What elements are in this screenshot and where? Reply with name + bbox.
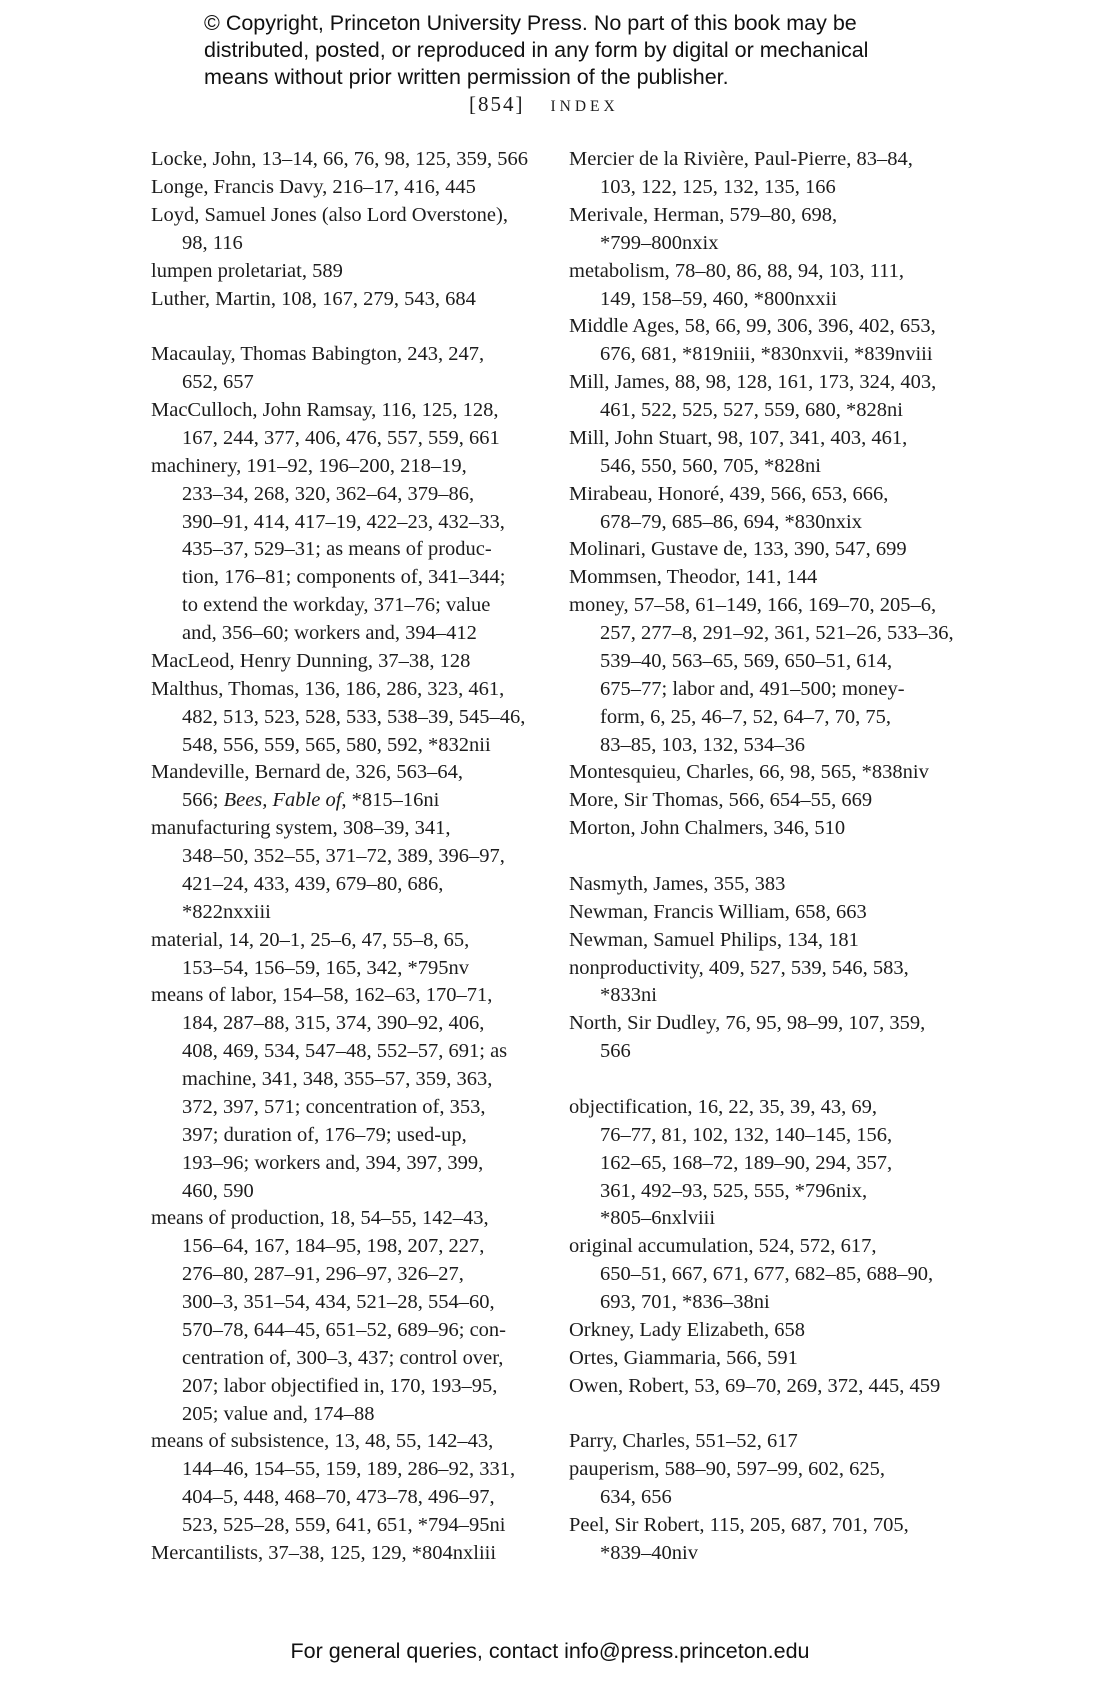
footer-contact: For general queries, contact info@press.princeton.edu <box>290 1639 810 1663</box>
index-entry-continuation: 460, 590 <box>182 1179 254 1202</box>
letter-group <box>569 1094 954 1401</box>
index-entry-headline: Mercier de la Rivière, Paul-Pierre, 83–84, <box>569 148 913 171</box>
index-entry-continuation: 76–77, 81, 102, 132, 140–145, 156, <box>600 1123 893 1146</box>
entry-text: , *815–16ni <box>341 789 440 812</box>
index-entry <box>569 1512 954 1568</box>
index-entry-continuation: 149, 158–59, 460, *800nxxii <box>600 287 837 310</box>
index-entry-headline: Loyd, Samuel Jones (also Lord Overstone), <box>151 203 508 226</box>
index-entry-headline: Mirabeau, Honoré, 439, 566, 653, 666, <box>569 482 889 505</box>
index-entry-continuation: 205; value and, 174–88 <box>182 1402 375 1425</box>
letter-group <box>151 341 528 1568</box>
index-entry-continuation: 678–79, 685–86, 694, *830nxix <box>600 510 862 533</box>
index-entry-continuation: 404–5, 448, 468–70, 473–78, 496–97, <box>182 1486 495 1509</box>
index-entry <box>569 1317 954 1345</box>
index-entry-headline: Ortes, Giammaria, 566, 591 <box>569 1346 798 1369</box>
index-entry-continuation: 167, 244, 377, 406, 476, 557, 559, 661 <box>182 426 500 449</box>
index-entry-headline: Middle Ages, 58, 66, 99, 306, 396, 402, 653, <box>569 315 936 338</box>
index-entry <box>151 146 528 174</box>
index-entry <box>151 1540 528 1568</box>
index-entry-headline: Peel, Sir Robert, 115, 205, 687, 701, 705, <box>569 1514 909 1537</box>
index-column-right <box>569 146 954 1568</box>
index-entry <box>569 564 954 592</box>
index-entry-headline: Mercantilists, 37–38, 125, 129, *804nxliii <box>151 1541 497 1564</box>
index-entry-headline: pauperism, 588–90, 597–99, 602, 625, <box>569 1458 886 1481</box>
index-entry-headline: More, Sir Thomas, 566, 654–55, 669 <box>569 789 873 812</box>
index-entry-continuation: 144–46, 154–55, 159, 189, 286–92, 331, <box>182 1458 516 1481</box>
index-entry-headline: Mill, James, 88, 98, 128, 161, 173, 324, 403, <box>569 371 937 394</box>
index-entry <box>569 425 954 481</box>
index-entry-headline: Morton, John Chalmers, 346, 510 <box>569 817 846 840</box>
letter-group <box>569 146 954 843</box>
index-entry-continuation: machine, 341, 348, 355–57, 359, 363, <box>182 1068 493 1091</box>
index-entry-headline: Merivale, Herman, 579–80, 698, <box>569 203 838 226</box>
index-entry <box>151 676 528 760</box>
index-entry <box>151 258 528 286</box>
index-entry-headline: MacLeod, Henry Dunning, 37–38, 128 <box>151 649 471 672</box>
index-entry <box>569 202 954 258</box>
index-entry-continuation: 397; duration of, 176–79; used-up, <box>182 1123 467 1146</box>
index-entry <box>569 481 954 537</box>
letter-group <box>569 871 954 1066</box>
running-head <box>469 90 619 118</box>
index-entry-continuation: tion, 176–81; components of, 341–344; <box>182 566 506 589</box>
letter-group <box>569 1428 954 1567</box>
index-entry-continuation: 162–65, 168–72, 189–90, 294, 357, <box>600 1151 893 1174</box>
index-entry-continuation: 372, 397, 571; concentration of, 353, <box>182 1095 486 1118</box>
index-entry <box>151 453 528 648</box>
index-entry-continuation: 482, 513, 523, 528, 533, 538–39, 545–46, <box>182 705 526 728</box>
index-entry <box>151 174 528 202</box>
index-entry-headline: Newman, Samuel Philips, 134, 181 <box>569 928 859 951</box>
index-entry-continuation: *822nxxiii <box>182 900 271 923</box>
index-entry-headline: Orkney, Lady Elizabeth, 658 <box>569 1318 806 1341</box>
index-entry-continuation: 650–51, 667, 671, 677, 682–85, 688–90, <box>600 1263 934 1286</box>
copyright-line: distributed, posted, or reproduced in any form by digital or mechanical <box>204 38 869 62</box>
index-column-left <box>151 146 528 1568</box>
index-entry-continuation: form, 6, 25, 46–7, 52, 64–7, 70, 75, <box>600 705 891 728</box>
index-entry-headline: Malthus, Thomas, 136, 186, 286, 323, 461, <box>151 677 505 700</box>
index-entry-headline: manufacturing system, 308–39, 341, <box>151 817 451 840</box>
index-entry-continuation: 634, 656 <box>600 1486 672 1509</box>
index-entry-continuation: 257, 277–8, 291–92, 361, 521–26, 533–36, <box>600 622 954 645</box>
index-entry-continuation: 675–77; labor and, 491–500; money- <box>600 677 905 700</box>
index-entry-headline: original accumulation, 524, 572, 617, <box>569 1235 877 1258</box>
entry-text: 566; <box>182 789 224 812</box>
index-entry-headline: money, 57–58, 61–149, 166, 169–70, 205–6, <box>569 594 937 617</box>
index-entry-headline: Mommsen, Theodor, 141, 144 <box>569 566 818 589</box>
index-entry <box>151 397 528 453</box>
index-entry-continuation: 523, 525–28, 559, 641, 651, *794–95ni <box>182 1514 506 1537</box>
index-entry-headline: lumpen proletariat, 589 <box>151 259 343 282</box>
index-entry <box>569 313 954 369</box>
index-entry-continuation: 461, 522, 525, 527, 559, 680, *828ni <box>600 399 903 422</box>
index-entry-continuation: 390–91, 414, 417–19, 422–23, 432–33, <box>182 510 505 533</box>
index-entry-headline: means of subsistence, 13, 48, 55, 142–43, <box>151 1430 494 1453</box>
section-title: INDEX <box>550 98 619 115</box>
index-entry-continuation: 153–54, 156–59, 165, 342, *795nv <box>182 956 469 979</box>
index-entry-headline: metabolism, 78–80, 86, 88, 94, 103, 111, <box>569 259 905 282</box>
index-entry-headline: nonproductivity, 409, 527, 539, 546, 583, <box>569 956 909 979</box>
index-entry <box>569 369 954 425</box>
copyright-line: means without prior written permission of the publisher. <box>204 65 729 89</box>
index-entry-continuation: 421–24, 433, 439, 679–80, 686, <box>182 872 444 895</box>
index-entry-continuation: to extend the workday, 371–76; value <box>182 594 491 617</box>
index-entry-headline: Luther, Martin, 108, 167, 279, 543, 684 <box>151 287 476 310</box>
index-entry <box>151 341 528 397</box>
index-entry-headline: North, Sir Dudley, 76, 95, 98–99, 107, 359, <box>569 1012 926 1035</box>
index-entry-headline: Molinari, Gustave de, 133, 390, 547, 699 <box>569 538 907 561</box>
index-entry-continuation: 193–96; workers and, 394, 397, 399, <box>182 1151 484 1174</box>
index-entry <box>569 955 954 1011</box>
letter-group-gap <box>569 1401 954 1429</box>
index-entry-continuation: 207; labor objectified in, 170, 193–95, <box>182 1374 498 1397</box>
index-entry <box>151 927 528 983</box>
index-entry-continuation: 566 <box>600 1040 631 1063</box>
index-entry-continuation: 348–50, 352–55, 371–72, 389, 396–97, <box>182 845 505 868</box>
index-entry-continuation: 184, 287–88, 315, 374, 390–92, 406, <box>182 1012 485 1035</box>
index-entry-continuation: *799–800nxix <box>600 231 719 254</box>
index-entry <box>569 258 954 314</box>
index-entry <box>151 202 528 258</box>
index-entry-headline: Montesquieu, Charles, 66, 98, 565, *838niv <box>569 761 929 784</box>
index-entry-headline: Longe, Francis Davy, 216–17, 416, 445 <box>151 176 476 199</box>
index-entry <box>569 1010 954 1066</box>
index-entry <box>569 1345 954 1373</box>
letter-group <box>151 146 528 313</box>
index-entry-continuation: 98, 116 <box>182 231 243 254</box>
index-entry-continuation: *839–40niv <box>600 1541 698 1564</box>
index-entry-continuation: 548, 556, 559, 565, 580, 592, *832nii <box>182 733 491 756</box>
index-entry <box>569 1428 954 1456</box>
index-entry <box>151 1205 528 1428</box>
index-entry <box>151 1428 528 1540</box>
index-entry <box>569 1233 954 1317</box>
index-entry-continuation: *833ni <box>600 984 657 1007</box>
index-entry <box>569 536 954 564</box>
index-entry <box>569 787 954 815</box>
index-entry-continuation: 233–34, 268, 320, 362–64, 379–86, <box>182 482 475 505</box>
index-entry-headline: Mandeville, Bernard de, 326, 563–64, <box>151 761 463 784</box>
index-entry-headline: MacCulloch, John Ramsay, 116, 125, 128, <box>151 399 499 422</box>
index-entry-continuation: 103, 122, 125, 132, 135, 166 <box>600 176 836 199</box>
index-entry-continuation: and, 356–60; workers and, 394–412 <box>182 622 477 645</box>
index-entry <box>151 815 528 927</box>
index-entry-headline: Locke, John, 13–14, 66, 76, 98, 125, 359, 566 <box>151 148 528 171</box>
index-entry-headline: material, 14, 20–1, 25–6, 47, 55–8, 65, <box>151 928 470 951</box>
copyright-line: © Copyright, Princeton University Press. No part of this book may be <box>204 11 857 35</box>
index-entry-continuation: 570–78, 644–45, 651–52, 689–96; con- <box>182 1318 506 1341</box>
index-entry <box>151 759 528 815</box>
index-entry <box>569 592 954 759</box>
letter-group-gap <box>569 843 954 871</box>
index-entry <box>151 982 528 1205</box>
letter-group-gap <box>569 1066 954 1094</box>
index-entry <box>569 899 954 927</box>
index-entry-headline: Owen, Robert, 53, 69–70, 269, 372, 445, 459 <box>569 1374 941 1397</box>
italic-title: Bees, Fable of <box>223 789 342 812</box>
index-entry <box>151 648 528 676</box>
index-entry-headline: means of labor, 154–58, 162–63, 170–71, <box>151 984 493 1007</box>
index-entry <box>569 871 954 899</box>
index-entry-continuation: 276–80, 287–91, 296–97, 326–27, <box>182 1263 464 1286</box>
index-entry-continuation: 435–37, 529–31; as means of produc- <box>182 538 492 561</box>
index-entry-headline: machinery, 191–92, 196–200, 218–19, <box>151 454 467 477</box>
index-entry <box>151 286 528 314</box>
index-entry-continuation: 361, 492–93, 525, 555, *796nix, <box>600 1179 868 1202</box>
index-entry <box>569 146 954 202</box>
index-entry-headline: Macaulay, Thomas Babington, 243, 247, <box>151 343 485 366</box>
index-entry-headline: Parry, Charles, 551–52, 617 <box>569 1430 798 1453</box>
index-entry <box>569 815 954 843</box>
letter-group-gap <box>151 313 528 341</box>
index-entry-continuation <box>151 787 528 815</box>
page-number: [854] <box>469 92 525 116</box>
index-entry-continuation: 300–3, 351–54, 434, 521–28, 554–60, <box>182 1291 495 1314</box>
copyright-notice <box>204 10 868 91</box>
index-entry-headline: Mill, John Stuart, 98, 107, 341, 403, 461, <box>569 426 908 449</box>
index-entry-continuation: 693, 701, *836–38ni <box>600 1291 770 1314</box>
index-entry-continuation: 652, 657 <box>182 371 254 394</box>
index-entry <box>569 927 954 955</box>
index-entry <box>569 1094 954 1233</box>
index-entry <box>569 1456 954 1512</box>
index-entry-continuation: *805–6nxlviii <box>600 1207 716 1230</box>
index-entry-headline: Newman, Francis William, 658, 663 <box>569 900 867 923</box>
index-entry-headline: objectification, 16, 22, 35, 39, 43, 69, <box>569 1095 878 1118</box>
index-entry-continuation: 676, 681, *819niii, *830nxvii, *839nviii <box>600 343 933 366</box>
index-entry-continuation: 83–85, 103, 132, 534–36 <box>600 733 805 756</box>
index-entry <box>569 759 954 787</box>
index-entry-headline: Nasmyth, James, 355, 383 <box>569 872 786 895</box>
index-entry-continuation: 539–40, 563–65, 569, 650–51, 614, <box>600 649 893 672</box>
index-entry <box>569 1373 954 1401</box>
index-entry-continuation: centration of, 300–3, 437; control over, <box>182 1346 504 1369</box>
index-entry-headline: means of production, 18, 54–55, 142–43, <box>151 1207 489 1230</box>
index-entry-continuation: 546, 550, 560, 705, *828ni <box>600 454 821 477</box>
index-entry-continuation: 156–64, 167, 184–95, 198, 207, 227, <box>182 1235 485 1258</box>
index-entry-continuation: 408, 469, 534, 547–48, 552–57, 691; as <box>182 1040 508 1063</box>
